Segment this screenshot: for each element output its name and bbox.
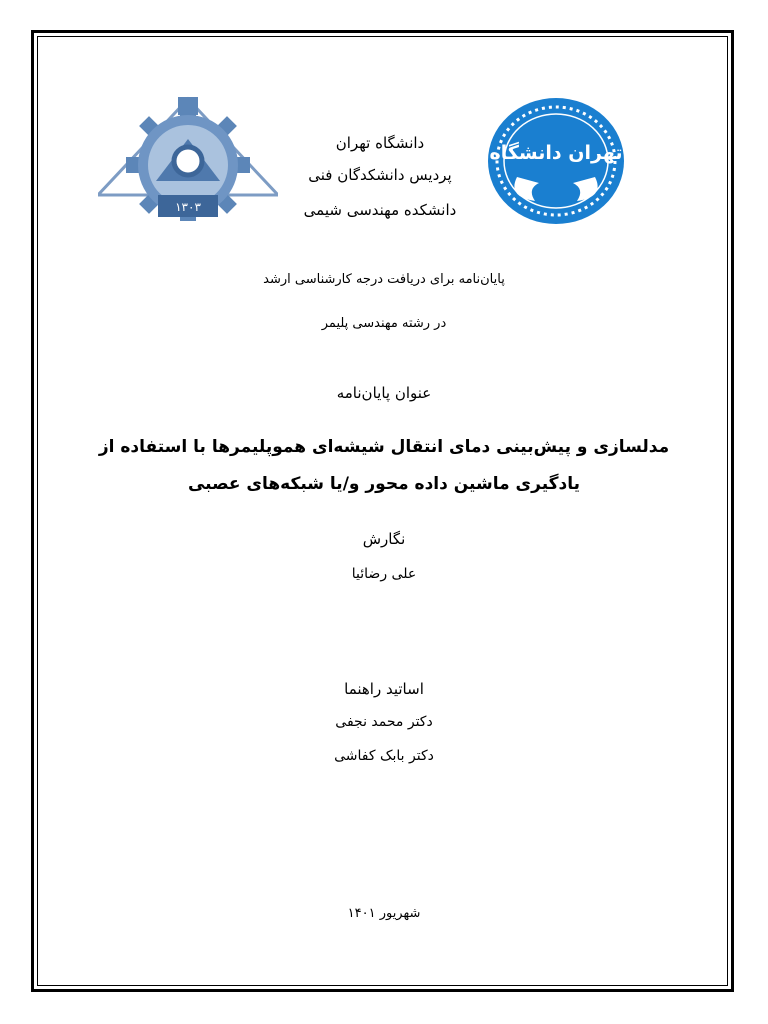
college-of-engineering-logo xyxy=(98,95,278,233)
degree-line: پایان‌نامه برای دریافت درجه کارشناسی ارشد xyxy=(263,272,505,287)
submission-date: شهریور ۱۴۰۱ xyxy=(347,906,421,921)
thesis-title-line-1: مدلسازی و پیش‌بینی دمای انتقال شیشه‌ای هموپلیمرها با استفاده از xyxy=(98,437,670,457)
faculty-name: دانشکده مهندسی شیمی xyxy=(303,201,457,219)
thesis-title-line-2: یادگیری ماشین داده محور و/یا شبکه‌های عصبی xyxy=(187,474,581,494)
thesis-title-label: عنوان پایان‌نامه xyxy=(336,384,432,402)
university-name: دانشگاه تهران xyxy=(335,134,425,152)
author-name: علی رضائیا xyxy=(351,566,417,582)
advisors-label: اساتید راهنما xyxy=(344,680,424,698)
advisor-name: دکتر محمد نجفی xyxy=(335,714,433,730)
logo-right-wordmark: تهران دانشگاه xyxy=(489,142,623,164)
advisor-name: دکتر بابک کفاشی xyxy=(334,748,434,764)
major-line: در رشته مهندسی پلیمر xyxy=(321,316,447,331)
logo-left-year: ۱۳۰۳ xyxy=(175,200,201,214)
campus-name: پردیس دانشکدگان فنی xyxy=(308,166,452,184)
university-of-tehran-logo xyxy=(487,97,625,225)
author-label: نگارش xyxy=(362,530,406,548)
